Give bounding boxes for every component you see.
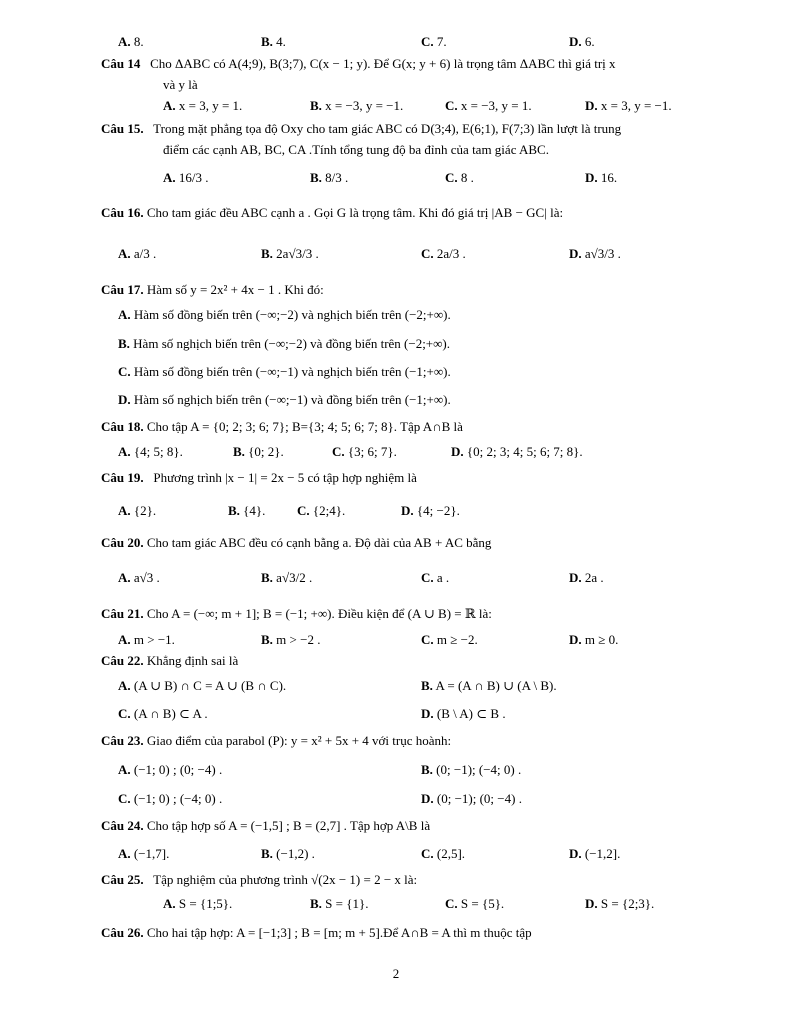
q23-option-d: D. (0; −1); (0; −4) . bbox=[421, 791, 522, 806]
q16-option-b: B. 2a√3/3 . bbox=[261, 246, 319, 261]
q17-option-c: C. Hàm số đồng biến trên (−∞;−1) và nghịch biến trên (−1;+∞). bbox=[118, 364, 451, 379]
q15-stem: Câu 15. Trong mặt phẳng tọa độ Oxy cho tam giác ABC có D(3;4), E(6;1), F(7;3) lần lượt là trung bbox=[101, 121, 622, 136]
q17-stem: Câu 17. Hàm số y = 2x² + 4x − 1 . Khi đó: bbox=[101, 282, 324, 297]
q19-stem: Câu 19. Phương trình |x − 1| = 2x − 5 có tập hợp nghiệm là bbox=[101, 470, 417, 485]
q15-option-c: C. 8 . bbox=[445, 170, 474, 185]
q23-option-a: A. (−1; 0) ; (0; −4) . bbox=[118, 762, 223, 777]
q21-option-a: A. m > −1. bbox=[118, 632, 175, 647]
q23-option-b: B. (0; −1); (−4; 0) . bbox=[421, 762, 522, 777]
q20-option-b: B. a√3/2 . bbox=[261, 570, 313, 585]
q23-option-c: C. (−1; 0) ; (−4; 0) . bbox=[118, 791, 223, 806]
q19-option-a: A. {2}. bbox=[118, 503, 157, 518]
q14-stem-cont: và y là bbox=[163, 77, 198, 92]
q22-option-d: D. (B \ A) ⊂ B . bbox=[421, 706, 506, 721]
q22-option-b: B. A = (A ∩ B) ∪ (A \ B). bbox=[421, 678, 557, 693]
q18-stem: Câu 18. Cho tập A = {0; 2; 3; 6; 7}; B={3; 4; 5; 6; 7; 8}. Tập A∩B là bbox=[101, 419, 463, 434]
q20-option-d: D. 2a . bbox=[569, 570, 604, 585]
q17-option-a: A. Hàm số đồng biến trên (−∞;−2) và nghịch biến trên (−2;+∞). bbox=[118, 307, 451, 322]
q19-option-b: B. {4}. bbox=[228, 503, 266, 518]
q24-option-a: A. (−1,7]. bbox=[118, 846, 170, 861]
q21-option-d: D. m ≥ 0. bbox=[569, 632, 619, 647]
q16-option-c: C. 2a/3 . bbox=[421, 246, 466, 261]
q25-stem: Câu 25. Tập nghiệm của phương trình √(2x − 1) = 2 − x là: bbox=[101, 872, 418, 887]
q14-stem: Câu 14 Cho ΔABC có A(4;9), B(3;7), C(x − 1; y). Để G(x; y + 6) là trọng tâm ΔABC thì giá trị x bbox=[101, 56, 616, 71]
q14-option-b: B. x = −3, y = −1. bbox=[310, 98, 404, 113]
q13-option-d: D. 6. bbox=[569, 34, 595, 49]
q18-option-a: A. {4; 5; 8}. bbox=[118, 444, 183, 459]
q15-option-d: D. 16. bbox=[585, 170, 618, 185]
q23-stem: Câu 23. Giao điểm của parabol (P): y = x² + 5x + 4 với trục hoành: bbox=[101, 733, 452, 748]
q14-option-a: A. x = 3, y = 1. bbox=[163, 98, 243, 113]
q24-option-d: D. (−1,2]. bbox=[569, 846, 621, 861]
q17-option-b: B. Hàm số nghịch biến trên (−∞;−2) và đồng biến trên (−2;+∞). bbox=[118, 336, 450, 351]
q25-option-a: A. S = {1;5}. bbox=[163, 896, 233, 911]
q20-stem: Câu 20. Cho tam giác ABC đều có cạnh bằng a. Độ dài của AB + AC bằng bbox=[101, 535, 492, 550]
q15-option-b: B. 8/3 . bbox=[310, 170, 349, 185]
q25-option-d: D. S = {2;3}. bbox=[585, 896, 655, 911]
q14-option-d: D. x = 3, y = −1. bbox=[585, 98, 672, 113]
q14-option-c: C. x = −3, y = 1. bbox=[445, 98, 532, 113]
q18-option-c: C. {3; 6; 7}. bbox=[332, 444, 397, 459]
q24-stem: Câu 24. Cho tập hợp số A = (−1,5] ; B = (2,7] . Tập hợp A\B là bbox=[101, 818, 431, 833]
q22-option-a: A. (A ∪ B) ∩ C = A ∪ (B ∩ C). bbox=[118, 678, 287, 693]
q24-option-c: C. (2,5]. bbox=[421, 846, 466, 861]
q26-stem: Câu 26. Cho hai tập hợp: A = [−1;3] ; B = [m; m + 5].Để A∩B = A thì m thuộc tập bbox=[101, 925, 532, 940]
q20-option-a: A. a√3 . bbox=[118, 570, 160, 585]
q13-option-c: C. 7. bbox=[421, 34, 447, 49]
q13-option-b: B. 4. bbox=[261, 34, 286, 49]
q20-option-c: C. a . bbox=[421, 570, 450, 585]
q24-option-b: B. (−1,2) . bbox=[261, 846, 315, 861]
q21-option-b: B. m > −2 . bbox=[261, 632, 321, 647]
q19-option-c: C. {2;4}. bbox=[297, 503, 346, 518]
q16-option-d: D. a√3/3 . bbox=[569, 246, 621, 261]
q15-option-a: A. 16/3 . bbox=[163, 170, 209, 185]
q18-option-b: B. {0; 2}. bbox=[233, 444, 284, 459]
q17-option-d: D. Hàm số nghịch biến trên (−∞;−1) và đồng biến trên (−1;+∞). bbox=[118, 392, 451, 407]
q21-stem: Câu 21. Cho A = (−∞; m + 1]; B = (−1; +∞). Điều kiện để (A ∪ B) = ℝ là: bbox=[101, 606, 492, 621]
q25-option-b: B. S = {1}. bbox=[310, 896, 369, 911]
page-number: 2 bbox=[392, 966, 400, 981]
q21-option-c: C. m ≥ −2. bbox=[421, 632, 478, 647]
q19-option-d: D. {4; −2}. bbox=[401, 503, 460, 518]
q22-option-c: C. (A ∩ B) ⊂ A . bbox=[118, 706, 208, 721]
q15-stem-cont: điểm các cạnh AB, BC, CA .Tính tổng tung độ ba đỉnh của tam giác ABC. bbox=[163, 142, 549, 157]
q16-option-a: A. a/3 . bbox=[118, 246, 157, 261]
q16-stem: Câu 16. Cho tam giác đều ABC cạnh a . Gọi G là trọng tâm. Khi đó giá trị |AB − GC| là: bbox=[101, 205, 564, 220]
q22-stem: Câu 22. Khẳng định sai là bbox=[101, 653, 239, 668]
q18-option-d: D. {0; 2; 3; 4; 5; 6; 7; 8}. bbox=[451, 444, 583, 459]
q13-option-a: A. 8. bbox=[118, 34, 144, 49]
q25-option-c: C. S = {5}. bbox=[445, 896, 505, 911]
